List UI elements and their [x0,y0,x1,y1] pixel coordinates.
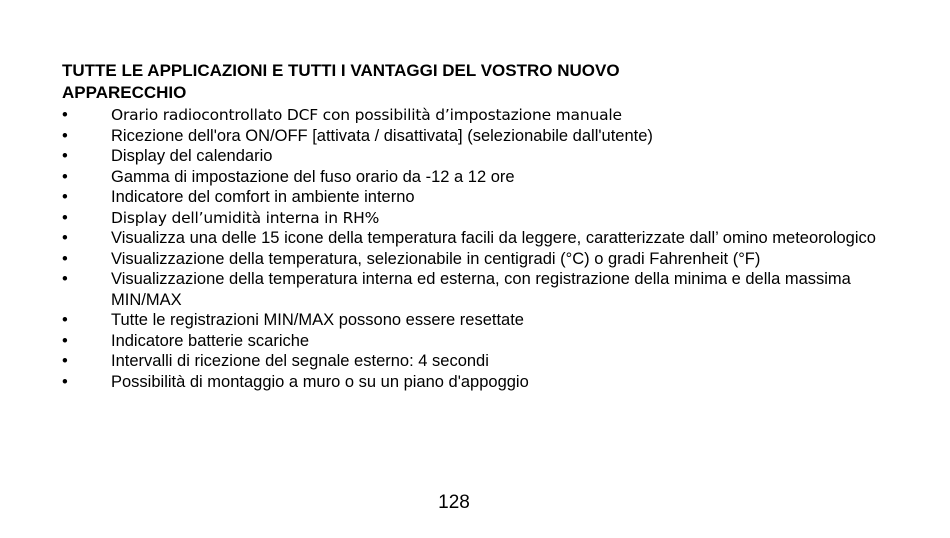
bullet-icon: • [62,331,68,350]
heading-line-2: APPARECCHIO [62,83,187,102]
section-heading [62,60,882,104]
list-item-text: Gamma di impostazione del fuso orario da -12 a 12 ore [111,167,515,186]
list-item-text: Possibilità di montaggio a muro o su un piano d'appoggio [111,372,529,391]
page-number: 128 [438,492,470,513]
list-item-text: Visualizza una delle 15 icone della temperatura facili da leggere, caratterizzate dall’ omino meteorologico [111,229,876,247]
list-item-text: Orario radiocontrollato DCF con possibilità d’impostazione manuale [111,106,622,124]
bullet-icon: • [62,147,68,165]
list-item [62,269,882,310]
bullet-icon: • [62,311,68,329]
list-item [62,146,882,167]
list-item-text: Display dell’umidità interna in RH% [111,208,380,227]
list-item [62,126,882,147]
bullet-icon: • [62,167,68,186]
feature-list [62,105,882,392]
bullet-icon: • [62,106,68,124]
list-item [62,372,882,393]
list-item [62,331,882,352]
list-item-text: Indicatore del comfort in ambiente interno [111,188,415,206]
list-item-text: Tutte le registrazioni MIN/MAX possono essere resettate [111,311,524,329]
list-item [62,167,882,188]
bullet-icon: • [62,188,68,206]
bullet-icon: • [62,126,68,145]
bullet-icon: • [62,249,68,268]
list-item [62,228,882,249]
list-item-text: Indicatore batterie scariche [111,331,310,350]
list-item-text: Ricezione dell'ora ON/OFF [attivata / disattivata] (selezionabile dall'utente) [111,126,653,145]
bullet-icon: • [62,352,68,370]
list-item [62,208,882,229]
list-item-text: Display del calendario [111,147,273,165]
list-item [62,105,882,126]
bullet-icon: • [62,229,68,247]
document-page [62,60,882,392]
list-item [62,249,882,270]
list-item-text: Visualizzazione della temperatura interna ed esterna, con registrazione della minima e della massima MIN/MAX [111,270,851,309]
bullet-icon: • [62,270,68,288]
heading-line-1: TUTTE LE APPLICAZIONI E TUTTI I VANTAGGI DEL VOSTRO NUOVO [62,61,620,80]
list-item [62,187,882,208]
list-item-text: Intervalli di ricezione del segnale esterno: 4 secondi [111,352,489,370]
list-item [62,351,882,372]
list-item-text: Visualizzazione della temperatura, selezionabile in centigradi (°C) o gradi Fahrenheit (°F) [111,249,761,268]
bullet-icon: • [62,208,68,227]
bullet-icon: • [62,372,68,391]
list-item [62,310,882,331]
